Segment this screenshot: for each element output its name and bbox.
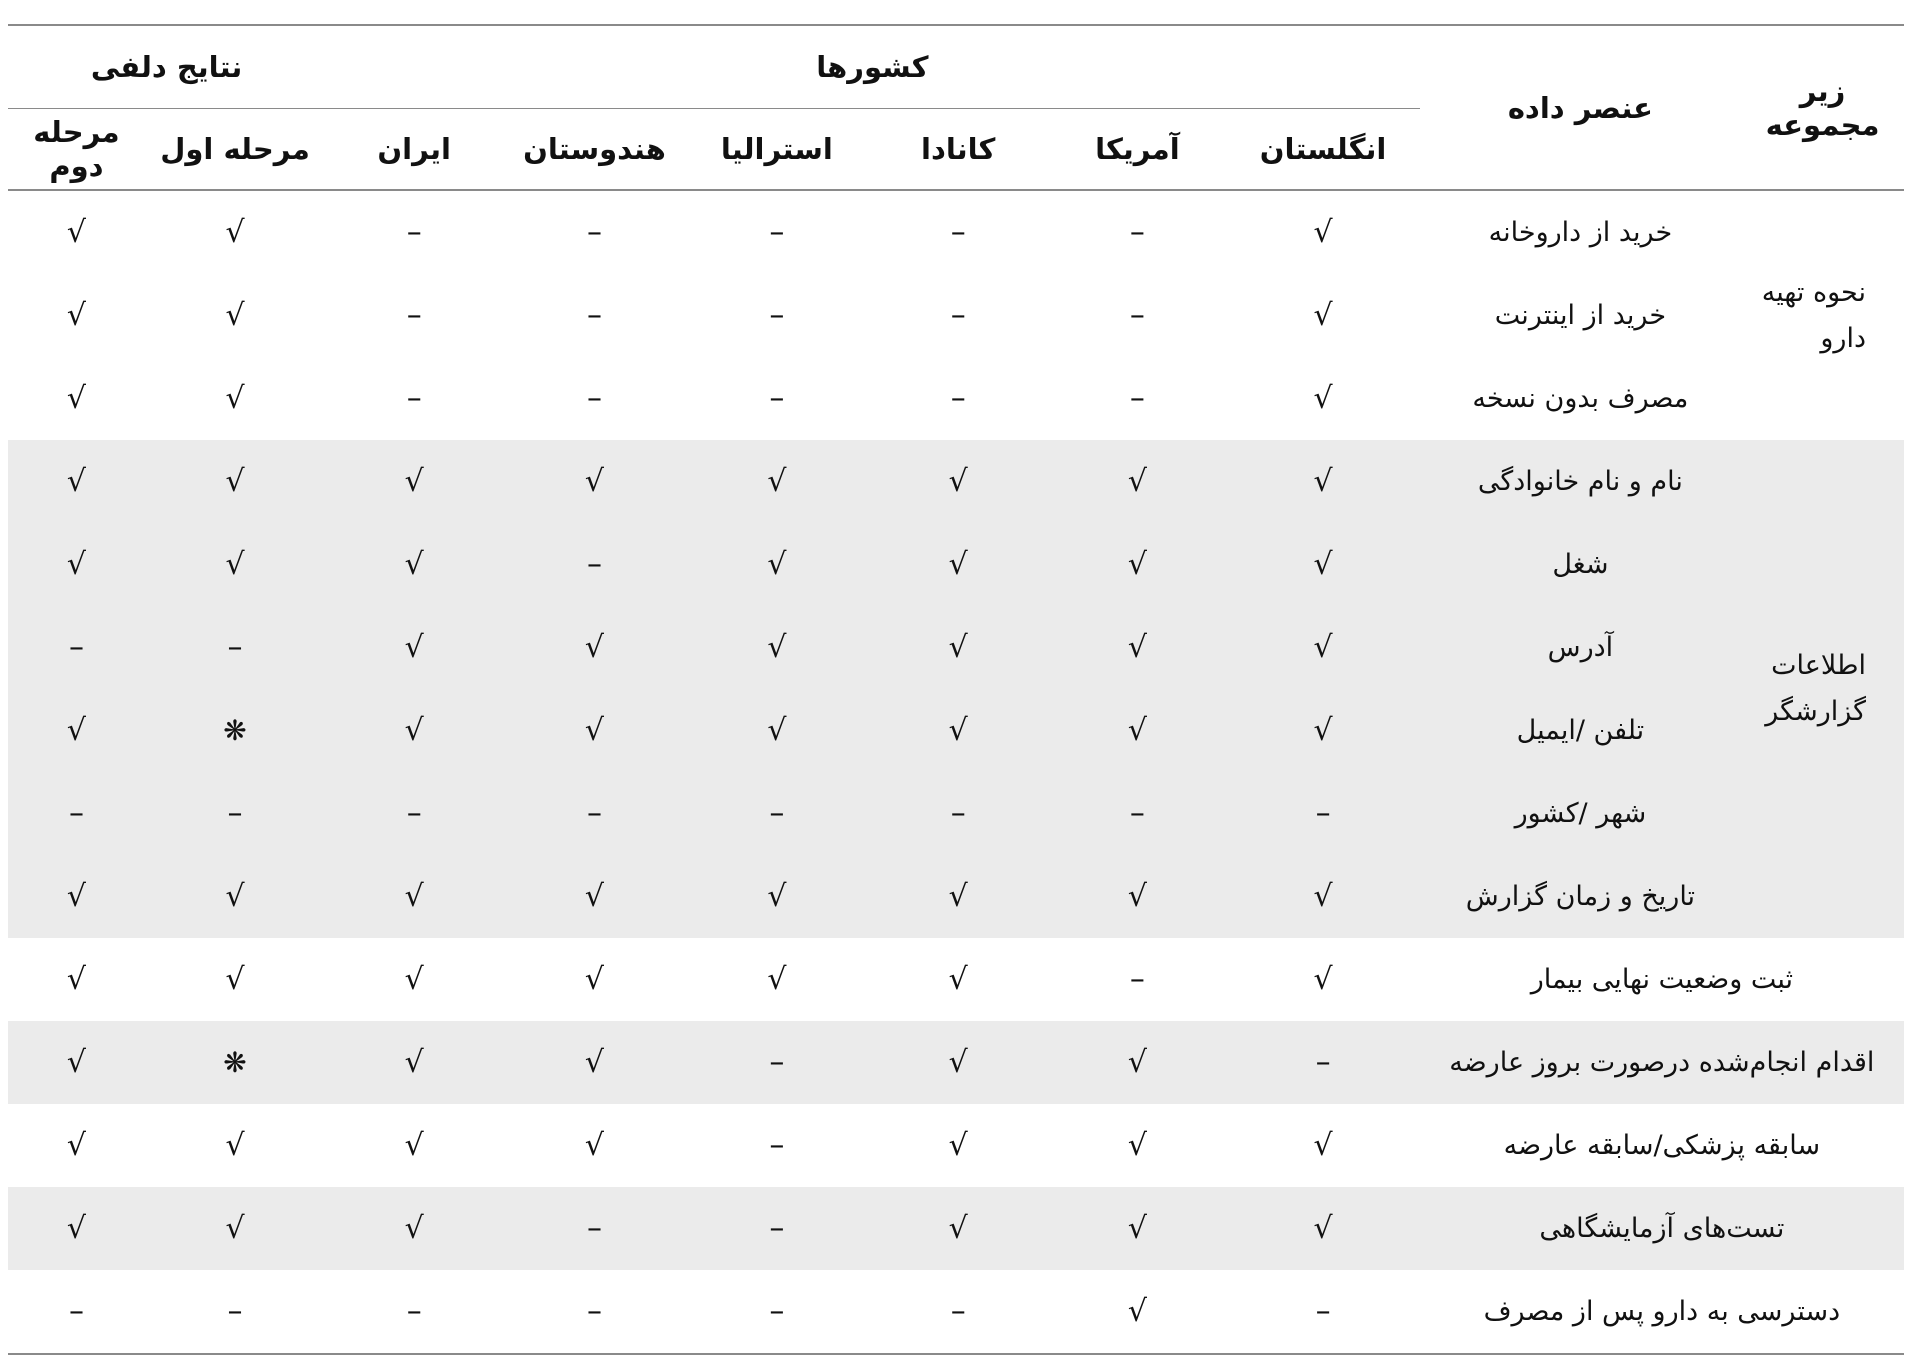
value-cell: – [586, 381, 602, 416]
value-cell: √ [325, 523, 503, 606]
element-header: عنصر داده [1420, 25, 1741, 190]
value-cell: – [686, 772, 868, 855]
value-cell: √ [686, 855, 868, 938]
value-cell: √ [66, 962, 86, 997]
value-cell: – [586, 215, 602, 250]
value-cell: √ [1048, 606, 1226, 689]
value-cell: – [227, 1294, 243, 1329]
value-cell: √ [1313, 298, 1333, 333]
value-cell: √ [503, 855, 685, 938]
value-cell: – [686, 1021, 868, 1104]
element-cell: دسترسی به دارو پس از مصرف [1483, 1296, 1841, 1327]
value-cell: ❋ [145, 689, 325, 772]
value-cell: √ [1226, 855, 1419, 938]
table-row [8, 1021, 1904, 1104]
table-row [8, 357, 1904, 440]
value-cell: √ [686, 606, 868, 689]
countries-group-header: کشورها [325, 25, 1420, 109]
value-cell: √ [225, 381, 245, 416]
country-header: آمریکا [1048, 109, 1226, 191]
value-cell: – [325, 772, 503, 855]
element-cell: خرید از اینترنت [1494, 300, 1667, 331]
value-cell: √ [66, 215, 86, 250]
value-cell: √ [686, 440, 868, 523]
element-cell: مصرف بدون نسخه [1472, 383, 1689, 414]
value-cell: – [868, 772, 1048, 855]
value-cell: √ [225, 298, 245, 333]
value-cell: √ [1127, 1294, 1147, 1329]
value-cell: √ [503, 689, 685, 772]
table-row [8, 938, 1904, 1021]
country-header: استرالیا [686, 109, 868, 191]
element-cell: تاریخ و زمان گزارش [1420, 855, 1741, 938]
value-cell: – [8, 772, 145, 855]
value-cell: √ [404, 962, 424, 997]
value-cell: – [503, 772, 685, 855]
value-cell: √ [325, 1021, 503, 1104]
value-cell: – [1129, 215, 1145, 250]
value-cell: √ [868, 689, 1048, 772]
value-cell: √ [868, 606, 1048, 689]
value-cell: √ [325, 689, 503, 772]
value-cell: – [1226, 1021, 1419, 1104]
value-cell: – [586, 1294, 602, 1329]
value-cell: – [68, 1294, 84, 1329]
value-cell: √ [1048, 855, 1226, 938]
stage-header: مرحله اول [145, 109, 325, 191]
value-cell: √ [145, 1187, 325, 1270]
value-cell: √ [868, 1021, 1048, 1104]
value-cell: – [503, 523, 685, 606]
value-cell: ❋ [145, 1021, 325, 1104]
element-cell: شهر /کشور [1420, 772, 1741, 855]
country-header: هندوستان [503, 109, 685, 191]
value-cell: √ [145, 855, 325, 938]
element-cell: آدرس [1420, 606, 1741, 689]
value-cell: √ [868, 1187, 1048, 1270]
table-row [8, 440, 1904, 523]
value-cell: √ [1048, 689, 1226, 772]
value-cell: – [406, 381, 422, 416]
table-row [8, 1270, 1904, 1354]
stage-header: مرحله دوم [8, 109, 145, 191]
value-cell: √ [503, 606, 685, 689]
value-cell: √ [1313, 381, 1333, 416]
value-cell: – [950, 298, 966, 333]
value-cell: √ [1313, 962, 1333, 997]
value-cell: √ [404, 1128, 424, 1163]
value-cell: – [1129, 381, 1145, 416]
value-cell: √ [325, 855, 503, 938]
value-cell: √ [66, 298, 86, 333]
value-cell: √ [584, 962, 605, 997]
table-row [8, 855, 1904, 938]
value-cell: √ [325, 606, 503, 689]
element-cell: شغل [1420, 523, 1741, 606]
value-cell: √ [225, 215, 245, 250]
value-cell: – [1129, 962, 1145, 997]
subset-header: زیر مجموعه [1741, 25, 1904, 190]
table-row [8, 1187, 1904, 1270]
table-row [8, 190, 1904, 274]
country-header: انگلستان [1226, 109, 1419, 191]
table-row [8, 689, 1904, 772]
value-cell: – [686, 1187, 868, 1270]
value-cell: – [769, 1294, 785, 1329]
value-cell: √ [1048, 1187, 1226, 1270]
value-cell: √ [1226, 440, 1419, 523]
value-cell: √ [503, 1021, 685, 1104]
value-cell: √ [767, 962, 787, 997]
value-cell: √ [8, 523, 145, 606]
value-cell: – [769, 298, 785, 333]
value-cell: √ [1226, 523, 1419, 606]
value-cell: √ [686, 523, 868, 606]
value-cell: √ [1048, 523, 1226, 606]
subset-cell: نحوه تهیه دارو [1761, 276, 1866, 354]
value-cell: √ [8, 440, 145, 523]
table-row [8, 274, 1904, 357]
element-cell: تست‌های آزمایشگاهی [1420, 1187, 1904, 1270]
value-cell: – [950, 1294, 966, 1329]
value-cell: √ [1048, 1021, 1226, 1104]
table-row [8, 1104, 1904, 1187]
value-cell: – [950, 381, 966, 416]
value-cell: – [586, 298, 602, 333]
value-cell: √ [948, 1128, 968, 1163]
value-cell: √ [868, 440, 1048, 523]
value-cell: – [406, 215, 422, 250]
value-cell: √ [1127, 1128, 1147, 1163]
value-cell: √ [145, 440, 325, 523]
subset-cell: اطلاعات گزارشگر [1741, 440, 1904, 938]
value-cell: – [1226, 772, 1419, 855]
value-cell: – [769, 1128, 785, 1163]
value-cell: √ [8, 855, 145, 938]
value-cell: – [406, 1294, 422, 1329]
value-cell: √ [225, 1128, 245, 1163]
value-cell: √ [503, 440, 685, 523]
element-cell: خرید از داروخانه [1488, 217, 1673, 248]
value-cell: √ [145, 523, 325, 606]
table-row [8, 772, 1904, 855]
value-cell: √ [686, 689, 868, 772]
value-cell: √ [1313, 215, 1333, 250]
value-cell: √ [1313, 1128, 1333, 1163]
value-cell: √ [868, 855, 1048, 938]
value-cell: √ [8, 1187, 145, 1270]
value-cell: √ [66, 1128, 86, 1163]
value-cell: √ [8, 689, 145, 772]
value-cell: – [406, 298, 422, 333]
value-cell: √ [1226, 1187, 1419, 1270]
value-cell: √ [868, 523, 1048, 606]
element-cell: تلفن /ایمیل [1420, 689, 1741, 772]
data-elements-table [8, 24, 1904, 1355]
table-row [8, 606, 1904, 689]
value-cell: – [8, 606, 145, 689]
value-cell: √ [1048, 440, 1226, 523]
delphi-group-header: نتایج دلفی [8, 25, 325, 109]
value-cell: – [145, 772, 325, 855]
value-cell: √ [948, 962, 968, 997]
value-cell: – [769, 215, 785, 250]
value-cell: – [1048, 772, 1226, 855]
value-cell: – [950, 215, 966, 250]
element-cell: نام و نام خانوادگی [1420, 440, 1741, 523]
value-cell: √ [66, 381, 86, 416]
value-cell: √ [1226, 606, 1419, 689]
value-cell: √ [584, 1128, 605, 1163]
country-header: کانادا [868, 109, 1048, 191]
element-cell: سابقه پزشکی/سابقه عارضه [1503, 1130, 1821, 1161]
value-cell: – [145, 606, 325, 689]
element-cell: ثبت وضعیت نهایی بیمار [1530, 964, 1794, 995]
element-cell: اقدام انجام‌شده درصورت بروز عارضه [1420, 1021, 1904, 1104]
table-row [8, 523, 1904, 606]
value-cell: – [1315, 1294, 1331, 1329]
country-header: ایران [325, 109, 503, 191]
value-cell: √ [8, 1021, 145, 1104]
value-cell: – [1129, 298, 1145, 333]
value-cell: √ [225, 962, 245, 997]
value-cell: √ [325, 1187, 503, 1270]
value-cell: √ [325, 440, 503, 523]
value-cell: – [769, 381, 785, 416]
value-cell: – [503, 1187, 685, 1270]
value-cell: √ [1226, 689, 1419, 772]
table-body [8, 190, 1904, 1354]
